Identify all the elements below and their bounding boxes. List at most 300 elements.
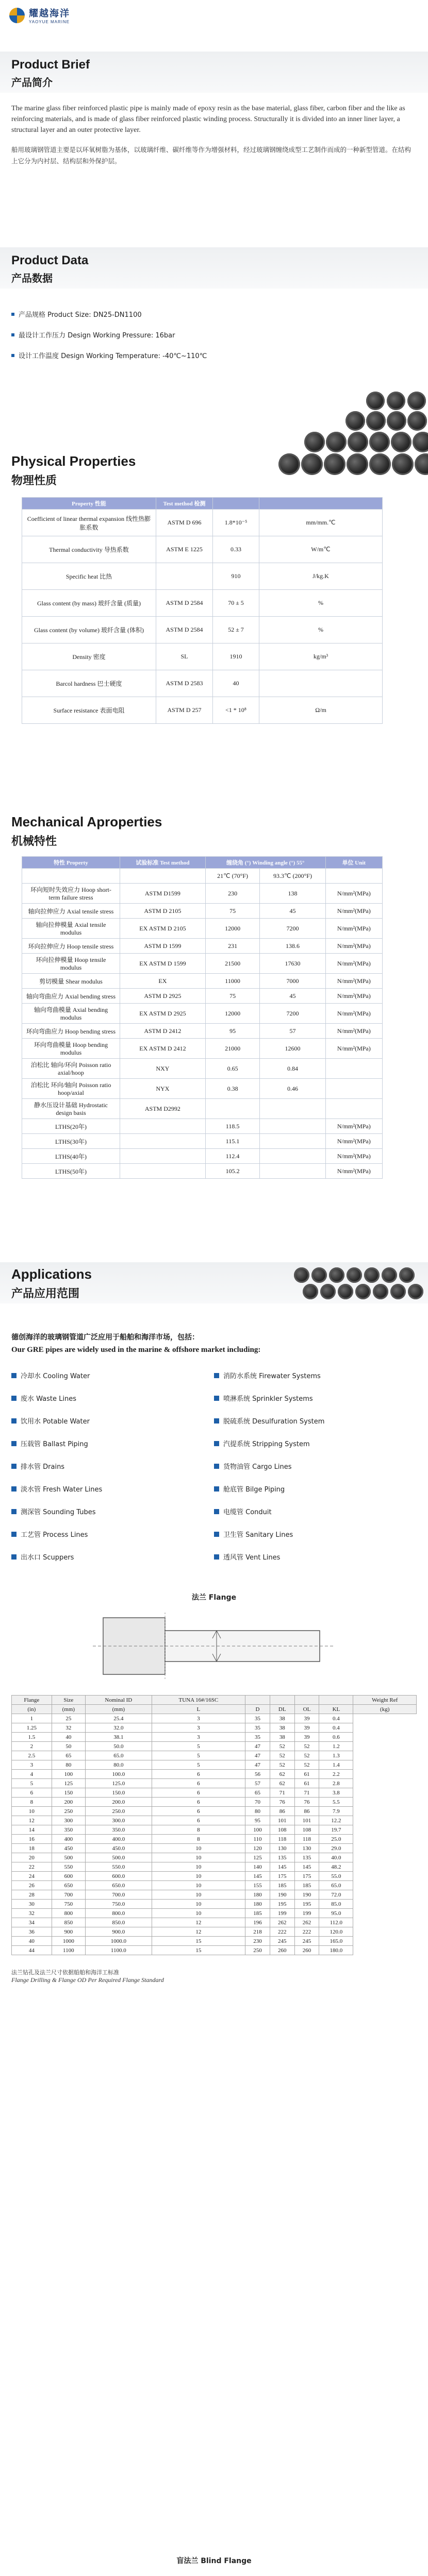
cell-value-21c: 75 (205, 989, 260, 1004)
cell-value-93c: 57 (260, 1024, 325, 1039)
col-winding-angle: 缠绕角 (°) Winding angle (°) 55° (205, 857, 325, 869)
table-cell: 1.2 (319, 1742, 353, 1751)
table-cell: 245 (294, 1937, 319, 1946)
cell-property: 剪切模量 Shear modulus (22, 974, 120, 989)
header-cell: TUNA 16#/16SC (152, 1696, 245, 1705)
table-cell: 5 (152, 1751, 245, 1760)
square-bullet-icon (214, 1509, 219, 1514)
cell-value-21c: 231 (205, 939, 260, 954)
square-bullet-icon (11, 1509, 17, 1514)
cell-method: ASTM D 2412 (120, 1024, 206, 1039)
table-cell: 10 (152, 1909, 245, 1918)
table-cell: 47 (245, 1751, 270, 1760)
table-cell: 52 (294, 1742, 319, 1751)
table-cell: 112.0 (319, 1918, 353, 1927)
cell-property: 环向弯曲应力 Hoop bending stress (22, 1024, 120, 1039)
table-cell: 71 (294, 1788, 319, 1798)
table-row (12, 1900, 417, 1909)
working-pressure-line: 最设计工作压力 Design Working Pressure: 16bar (11, 330, 175, 340)
table-cell: 1000.0 (86, 1937, 152, 1946)
table-cell: 26 (12, 1881, 52, 1890)
table-cell: 30 (12, 1900, 52, 1909)
cell-method: ASTM D 2925 (120, 989, 206, 1004)
table-cell: 165.0 (319, 1937, 353, 1946)
table-cell: 22 (12, 1862, 52, 1872)
application-item (11, 1529, 88, 1539)
table-row (22, 510, 383, 536)
table-cell: 44 (12, 1946, 52, 1955)
application-item (11, 1506, 96, 1516)
cell-value-21c: 21500 (205, 954, 260, 974)
table-cell: 5.5 (319, 1798, 353, 1807)
table-cell: 3.8 (319, 1788, 353, 1798)
square-bullet-icon (214, 1396, 219, 1401)
cell-property: Coefficient of linear thermal expansion 线性热膨胀系数 (22, 510, 156, 536)
subheader-cell: (kg) (353, 1705, 417, 1714)
table-cell: 85.0 (319, 1900, 353, 1909)
header-row (12, 1696, 417, 1705)
table-cell: 20 (12, 1853, 52, 1862)
cell-value-21c: 12000 (205, 919, 260, 939)
cell-method: ASTM D 257 (156, 697, 213, 724)
cell-unit: kg/m³ (259, 643, 383, 670)
square-bullet-icon (11, 1532, 17, 1537)
cell-property: 轴向弯曲模量 Axial bending modulus (22, 1004, 120, 1024)
cell-value-21c: 75 (205, 904, 260, 919)
table-row (12, 1946, 417, 1955)
subheader-cell: OL (294, 1705, 319, 1714)
table-row (12, 1853, 417, 1862)
cell-unit: N/mm²(MPa) (325, 989, 382, 1004)
table-row (12, 1723, 417, 1733)
table-cell: 12 (12, 1816, 52, 1825)
table-cell: 145 (294, 1862, 319, 1872)
table-cell: 250 (245, 1946, 270, 1955)
table-cell: 25.4 (86, 1714, 152, 1723)
table-cell: 35 (245, 1733, 270, 1742)
cell-value-21c: 21000 (205, 1039, 260, 1059)
table-row (22, 563, 383, 590)
application-label: 出水口 Scuppers (21, 1554, 74, 1562)
table-cell: 65 (52, 1751, 85, 1760)
cell-property: 轴向拉伸模量 Axial tensile modulus (22, 919, 120, 939)
table-row (12, 1733, 417, 1742)
application-label: 压载管 Ballast Piping (21, 1440, 88, 1448)
table-cell: 101 (270, 1816, 294, 1825)
table-cell: 230 (245, 1937, 270, 1946)
cell-value-21c: 11000 (205, 974, 260, 989)
cell-value-93c (260, 1164, 325, 1179)
cell-property: 环向拉伸模量 Hoop tensile modulus (22, 954, 120, 974)
cell-unit: N/mm²(MPa) (325, 1039, 382, 1059)
table-cell: 900.0 (86, 1927, 152, 1937)
square-bullet-icon (11, 1396, 17, 1401)
subheader-row (12, 1705, 417, 1714)
table-cell: 6 (152, 1779, 245, 1788)
table-cell: 10 (152, 1844, 245, 1853)
cell-property: Specific heat 比热 (22, 563, 156, 590)
cell-value-21c: 115.1 (205, 1134, 260, 1149)
table-cell: 40 (52, 1733, 85, 1742)
blind-flange-title: 盲法兰 Blind Flange (176, 2557, 252, 2565)
applications-intro-cn: 德创海洋的玻璃钢管道广泛应用于船舶和海洋市场，包括： (11, 1333, 199, 1342)
table-cell: 36 (12, 1927, 52, 1937)
physical-title-cn: 物理性质 (11, 474, 57, 487)
table-cell: 35 (245, 1723, 270, 1733)
flange-table (11, 1695, 417, 1955)
cell-value-21c: 12000 (205, 1004, 260, 1024)
brief-title-en: Product Brief (11, 58, 90, 72)
table-cell: 800 (52, 1909, 85, 1918)
cell-method: ASTM E 1225 (156, 536, 213, 563)
application-label: 舱底管 Bilge Piping (223, 1486, 285, 1494)
table-cell: 750.0 (86, 1900, 152, 1909)
table-cell: 18 (12, 1844, 52, 1853)
table-cell: 32 (52, 1723, 85, 1733)
table-cell: 50.0 (86, 1742, 152, 1751)
header-cell: Size (52, 1696, 85, 1705)
square-bullet-icon (214, 1441, 219, 1446)
table-cell: 65.0 (319, 1881, 353, 1890)
table-cell: 200 (52, 1798, 85, 1807)
table-cell: 6 (152, 1770, 245, 1779)
table-cell: 5 (152, 1760, 245, 1770)
cell-value: 70 ± 5 (213, 590, 259, 617)
cell-value: 1910 (213, 643, 259, 670)
table-cell: 15 (152, 1937, 245, 1946)
mechanical-properties-table (22, 856, 383, 1179)
square-bullet-icon (11, 1554, 17, 1560)
brief-title-cn: 产品简介 (11, 76, 53, 89)
table-cell: 350 (52, 1825, 85, 1835)
table-cell: 71 (270, 1788, 294, 1798)
table-cell: 1 (12, 1714, 52, 1723)
square-bullet-icon (214, 1554, 219, 1560)
cell-method: ASTM D2992 (120, 1099, 206, 1119)
table-row (22, 617, 383, 643)
table-cell: 2.8 (319, 1779, 353, 1788)
table-row (22, 643, 383, 670)
table-cell: 3 (152, 1733, 245, 1742)
cell-value-93c (260, 1149, 325, 1164)
table-cell: 145 (245, 1872, 270, 1881)
table-cell: 6 (152, 1798, 245, 1807)
table-cell: 76 (270, 1798, 294, 1807)
cell-unit: % (259, 617, 383, 643)
table-cell: 80 (245, 1807, 270, 1816)
cell-value-21c: 105.2 (205, 1164, 260, 1179)
table-cell: 1.25 (12, 1723, 52, 1733)
table-cell: 450 (52, 1844, 85, 1853)
table-row (22, 1119, 383, 1134)
table-cell: 14 (12, 1825, 52, 1835)
cell-unit (325, 1079, 382, 1099)
product-size-line: 产品规格 Product Size: DN25-DN1100 (11, 309, 142, 319)
table-cell: 140 (245, 1862, 270, 1872)
table-cell: 48.2 (319, 1862, 353, 1872)
table-row (22, 884, 383, 904)
table-cell: 1.3 (319, 1751, 353, 1760)
table-cell: 700.0 (86, 1890, 152, 1900)
cell-method: ASTM D 2584 (156, 617, 213, 643)
cell-value-93c: 45 (260, 989, 325, 1004)
cell-property: LTHS(40年) (22, 1149, 120, 1164)
table-cell: 120.0 (319, 1927, 353, 1937)
square-bullet-icon (11, 1486, 17, 1492)
table-row (22, 904, 383, 919)
cell-property: 静水压设计基础 Hydrostatic design basis (22, 1099, 120, 1119)
application-item (214, 1484, 285, 1494)
application-item (214, 1370, 321, 1380)
table-cell: 185 (270, 1881, 294, 1890)
table-row (12, 1816, 417, 1825)
table-cell: 57 (245, 1779, 270, 1788)
table-cell: 118 (270, 1835, 294, 1844)
table-cell: 39 (294, 1714, 319, 1723)
table-row (12, 1807, 417, 1816)
table-cell: 300 (52, 1816, 85, 1825)
table-cell: 24 (12, 1872, 52, 1881)
table-row (12, 1714, 417, 1723)
cell-method: ASTM D1599 (120, 884, 206, 904)
cell-value: 52 ± 7 (213, 617, 259, 643)
cell-value-21c: 0.38 (205, 1079, 260, 1099)
table-cell: 55.0 (319, 1872, 353, 1881)
table-cell: 1100.0 (86, 1946, 152, 1955)
cell-value-93c: 7000 (260, 974, 325, 989)
table-row (22, 919, 383, 939)
table-cell: 750 (52, 1900, 85, 1909)
table-cell: 52 (270, 1751, 294, 1760)
table-cell: 38.1 (86, 1733, 152, 1742)
table-cell: 10 (152, 1900, 245, 1909)
table-cell: 1100 (52, 1946, 85, 1955)
table-row (22, 1059, 383, 1079)
table-cell: 101 (294, 1816, 319, 1825)
cell-method (156, 563, 213, 590)
application-item (11, 1552, 74, 1562)
table-cell: 262 (294, 1918, 319, 1927)
cell-method: EX ASTM D 2925 (120, 1004, 206, 1024)
table-row (12, 1927, 417, 1937)
table-row (22, 1134, 383, 1149)
table-row (12, 1798, 417, 1807)
table-cell: 29.0 (319, 1844, 353, 1853)
table-cell: 39 (294, 1733, 319, 1742)
mechanical-title-en: Mechanical Aproperties (11, 814, 162, 829)
table-cell: 5 (152, 1742, 245, 1751)
application-item (214, 1393, 313, 1403)
table-cell: 650 (52, 1881, 85, 1890)
table-cell: 155 (245, 1881, 270, 1890)
table-cell: 218 (245, 1927, 270, 1937)
application-item (11, 1484, 102, 1494)
table-cell: 40.0 (319, 1853, 353, 1862)
physical-title-en: Physical Properties (11, 453, 136, 469)
cell-property: LTHS(30年) (22, 1134, 120, 1149)
cell-unit: N/mm²(MPa) (325, 974, 382, 989)
table-cell: 10 (12, 1807, 52, 1816)
cell-unit: N/mm²(MPa) (325, 1119, 382, 1134)
square-bullet-icon (214, 1373, 219, 1378)
subheader-cell: KL (319, 1705, 353, 1714)
table-cell: 175 (270, 1872, 294, 1881)
table-cell: 650.0 (86, 1881, 152, 1890)
table-cell: 80 (52, 1760, 85, 1770)
cell-value-21c (205, 1099, 260, 1119)
table-cell: 145 (270, 1862, 294, 1872)
table-row (22, 697, 383, 724)
table-cell: 2 (12, 1742, 52, 1751)
application-label: 卫生管 Sanitary Lines (223, 1531, 293, 1539)
cell-unit: W/m℃ (259, 536, 383, 563)
table-cell: 0.4 (319, 1714, 353, 1723)
table-cell: 108 (270, 1825, 294, 1835)
table-cell: 600 (52, 1872, 85, 1881)
table-row (12, 1742, 417, 1751)
applications-intro-en: Our GRE pipes are widely used in the marine & offshore market including: (11, 1346, 261, 1354)
table-row (12, 1890, 417, 1900)
table-cell: 2.5 (12, 1751, 52, 1760)
table-cell: 550 (52, 1862, 85, 1872)
application-item (214, 1506, 272, 1516)
table-cell: 95.0 (319, 1909, 353, 1918)
table-cell: 10 (152, 1872, 245, 1881)
application-label: 脱硫系统 Desulfuration System (223, 1418, 325, 1426)
table-cell: 1.5 (12, 1733, 52, 1742)
table-cell: 600.0 (86, 1872, 152, 1881)
table-row (12, 1862, 417, 1872)
table-cell: 135 (270, 1853, 294, 1862)
table-cell: 52 (270, 1742, 294, 1751)
cell-method: ASTM D 2583 (156, 670, 213, 697)
table-cell: 199 (294, 1909, 319, 1918)
table-cell: 222 (294, 1927, 319, 1937)
table-cell: 130 (294, 1844, 319, 1853)
table-cell: 47 (245, 1760, 270, 1770)
table-cell: 100 (52, 1770, 85, 1779)
cell-property: 轴向弯曲应力 Axial bending stress (22, 989, 120, 1004)
table-cell: 450.0 (86, 1844, 152, 1853)
subheader-cell: (mm) (52, 1705, 85, 1714)
cell-property: Glass content (by volume) 玻纤含量 (体积) (22, 617, 156, 643)
cell-unit: N/mm²(MPa) (325, 939, 382, 954)
cell-property: Density 密度 (22, 643, 156, 670)
table-cell: 10 (152, 1881, 245, 1890)
table-cell: 70 (245, 1798, 270, 1807)
table-cell: 52 (294, 1760, 319, 1770)
table-cell: 16 (12, 1835, 52, 1844)
brief-text-cn: 船用玻璃钢管道主要是以环氧树脂为基体，以玻璃纤维、碳纤维等作为增强材料，经过玻璃钢缠绕成型工艺制作而成的一种新型管道。在结构上它分为内衬层、结构层和外保护层。 (11, 146, 411, 165)
table-row (22, 1024, 383, 1039)
table-cell: 175 (294, 1872, 319, 1881)
cell-property: Barcol hardness 巴士硬度 (22, 670, 156, 697)
bullet-icon (11, 313, 14, 316)
header-cell: Nominal ID (86, 1696, 152, 1705)
application-item (11, 1393, 76, 1403)
cell-property: LTHS(20年) (22, 1119, 120, 1134)
square-bullet-icon (214, 1464, 219, 1469)
table-cell: 38 (270, 1733, 294, 1742)
table-row (12, 1751, 417, 1760)
application-label: 货物油管 Cargo Lines (223, 1463, 292, 1471)
cell-unit: N/mm²(MPa) (325, 1164, 382, 1179)
table-cell: 72.0 (319, 1890, 353, 1900)
table-cell: 1.4 (319, 1760, 353, 1770)
table-cell: 50 (52, 1742, 85, 1751)
application-label: 饮用水 Potable Water (21, 1418, 90, 1426)
table-cell: 10 (152, 1853, 245, 1862)
table-cell: 120 (245, 1844, 270, 1853)
application-label: 淡水管 Fresh Water Lines (21, 1486, 103, 1494)
table-row (12, 1844, 417, 1853)
cell-property: 泊松比 环向/轴向 Poisson ratio hoop/axial (22, 1079, 120, 1099)
table-cell: 110 (245, 1835, 270, 1844)
cell-property: Surface resistance 表面电阻 (22, 697, 156, 724)
table-cell: 190 (294, 1890, 319, 1900)
table-cell: 180.0 (319, 1946, 353, 1955)
table-cell: 250.0 (86, 1807, 152, 1816)
cell-value-93c: 0.46 (260, 1079, 325, 1099)
table-row (12, 1918, 417, 1927)
cell-method: ASTM D 2105 (120, 904, 206, 919)
table-cell: 0.6 (319, 1733, 353, 1742)
table-cell: 400.0 (86, 1835, 152, 1844)
table-cell: 850 (52, 1918, 85, 1927)
cell-value-21c: 0.65 (205, 1059, 260, 1079)
cell-value-93c: 7200 (260, 1004, 325, 1024)
table-cell: 3 (152, 1714, 245, 1723)
col-value (213, 498, 259, 510)
table-cell: 250 (52, 1807, 85, 1816)
table-row (12, 1779, 417, 1788)
header-cell (294, 1696, 319, 1705)
mechanical-title-cn: 机械特性 (11, 835, 57, 848)
square-bullet-icon (214, 1486, 219, 1492)
table-cell: 38 (270, 1714, 294, 1723)
table-cell: 180 (245, 1890, 270, 1900)
application-item (214, 1529, 293, 1539)
table-cell: 130 (270, 1844, 294, 1853)
cell-property: 环向拉伸应力 Hoop tensile stress (22, 939, 120, 954)
table-cell: 4 (12, 1770, 52, 1779)
col-property: 特性 Property (22, 857, 120, 869)
square-bullet-icon (214, 1532, 219, 1537)
working-temperature-line: 设计工作温度 Design Working Temperature: -40℃~110℃ (11, 350, 207, 360)
temp-93: 93.3℃ (200°F) (260, 869, 325, 884)
table-cell: 550.0 (86, 1862, 152, 1872)
table-cell: 86 (270, 1807, 294, 1816)
cell-method: NYX (120, 1079, 206, 1099)
bullet-icon (11, 333, 14, 336)
application-label: 喷淋系统 Sprinkler Systems (223, 1395, 313, 1403)
table-cell: 39 (294, 1723, 319, 1733)
table-cell: 35 (245, 1714, 270, 1723)
cell-unit: N/mm²(MPa) (325, 1004, 382, 1024)
cell-value: <1 * 10⁸ (213, 697, 259, 724)
table-cell: 25 (52, 1714, 85, 1723)
cell-unit: N/mm²(MPa) (325, 1134, 382, 1149)
table-cell: 800.0 (86, 1909, 152, 1918)
brief-text-en: The marine glass fiber reinforced plastic pipe is mainly made of epoxy resin as the base material, glass fiber, carbon fiber and the like as reinforcing materials, and is made of glass fiber reinforced plastic winding process. Structurally it is divided into an inner liner layer, a structural layer and an outer protective layer. (11, 105, 405, 134)
col-property: Property 性能 (22, 498, 156, 510)
table-cell: 47 (245, 1742, 270, 1751)
table-row (22, 1079, 383, 1099)
cell-property: Thermal conductivity 导热系数 (22, 536, 156, 563)
cell-value-93c: 0.84 (260, 1059, 325, 1079)
table-cell: 350.0 (86, 1825, 152, 1835)
table-row (22, 989, 383, 1004)
